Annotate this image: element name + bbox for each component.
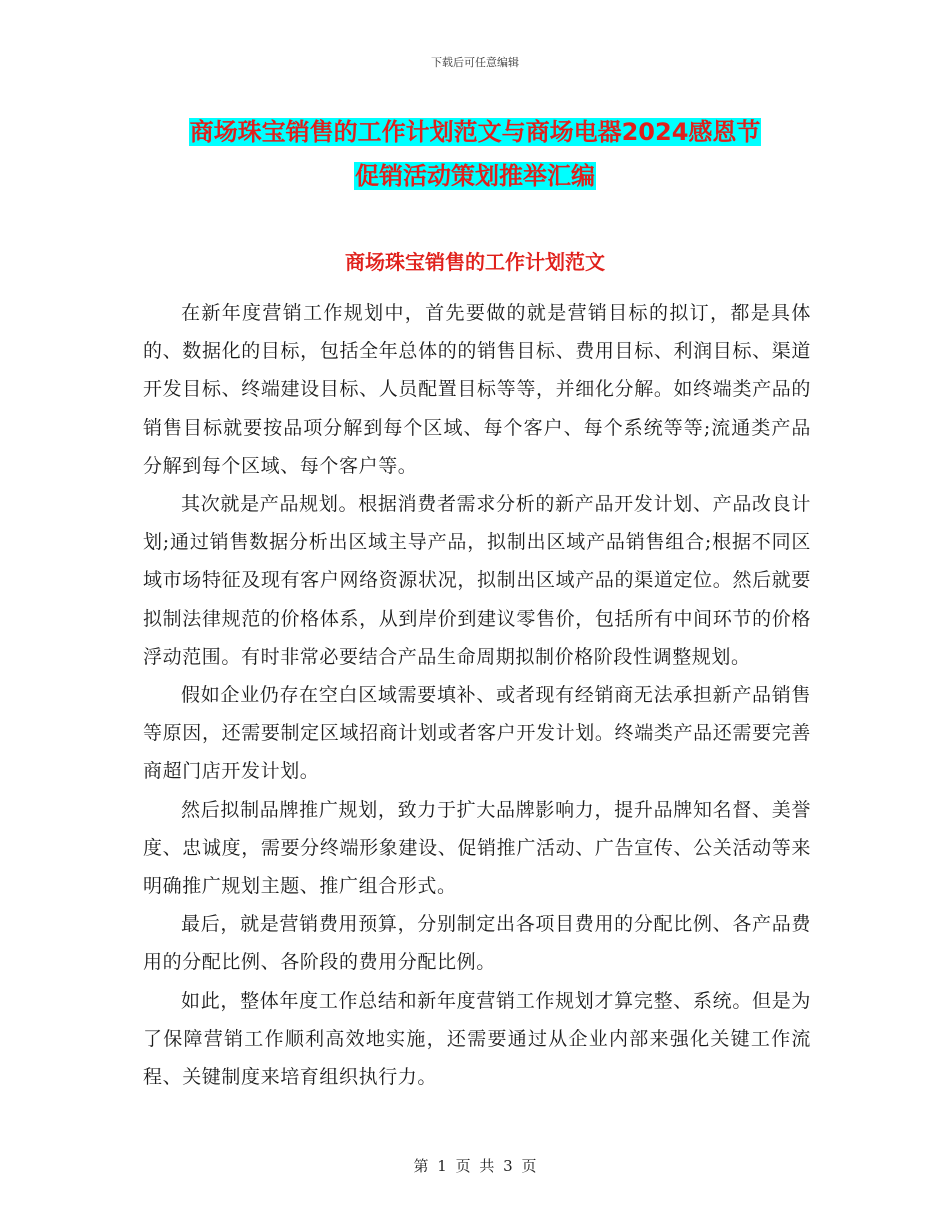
paragraph: 最后，就是营销费用预算，分别制定出各项目费用的分配比例、各产品费用的分配比例、各阶段的费用分配比例。 <box>143 913 811 974</box>
page-number: 第 1 页 共 3 页 <box>413 1157 537 1175</box>
section-title: 商场珠宝销售的工作计划范文 <box>345 250 605 274</box>
document-title-line-2: 促销活动策划推举汇编 <box>355 162 595 190</box>
body-text <box>143 294 811 1096</box>
paragraph: 在新年度营销工作规划中，首先要做的就是营销目标的拟订，都是具体的、数据化的目标，包括全年总体的的销售目标、费用目标、利润目标、渠道开发目标、终端建设目标、人员配置目标等等，并细化分解。如终端类产品的销售目标就要按品项分解到每个区域、每个客户、每个系统等等;流通类产品分解到每个区域、每个客户等。 <box>143 302 811 477</box>
document-title <box>0 110 950 198</box>
paragraph: 如此，整体年度工作总结和新年度营销工作规划才算完整、系统。但是为了保障营销工作顺利高效地实施，还需要通过从企业内部来强化关键工作流程、关键制度来培育组织执行力。 <box>143 989 811 1089</box>
paragraph: 其次就是产品规划。根据消费者需求分析的新产品开发计划、产品改良计划;通过销售数据分析出区域主导产品，拟制出区域产品销售组合;根据不同区域市场特征及现有客户网络资源状况，拟制出区域产品的渠道定位。然后就要拟制法律规范的价格体系，从到岸价到建议零售价，包括所有中间环节的价格浮动范围。有时非常必要结合产品生命周期拟制价格阶段性调整规划。 <box>143 493 811 668</box>
document-title-line-1: 商场珠宝销售的工作计划范文与商场电器2024感恩节 <box>189 118 761 146</box>
header-note: 下载后可任意编辑 <box>431 56 519 69</box>
paragraph: 然后拟制品牌推广规划，致力于扩大品牌影响力，提升品牌知名督、美誉度、忠诚度，需要分终端形象建设、促销推广活动、广告宣传、公关活动等来明确推广规划主题、推广组合形式。 <box>143 798 811 898</box>
paragraph: 假如企业仍存在空白区域需要填补、或者现有经销商无法承担新产品销售等原因，还需要制定区域招商计划或者客户开发计划。终端类产品还需要完善商超门店开发计划。 <box>143 684 811 783</box>
